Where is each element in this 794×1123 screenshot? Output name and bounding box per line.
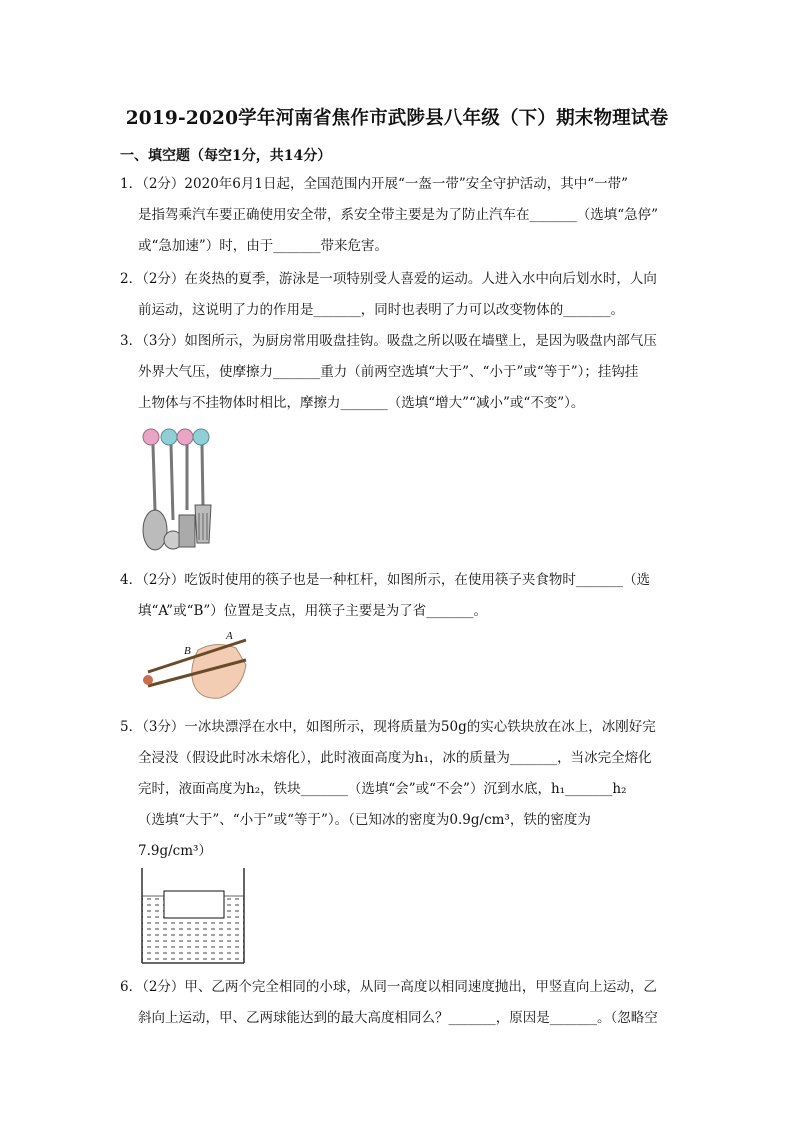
label-a: A (226, 630, 233, 642)
question-1 (120, 169, 680, 262)
question-line: （选填“大于”、“小于”或“等于”）。（已知冰的密度为0.9g/cm³，铁的密度为 (138, 812, 591, 828)
question-line: 5．（3分）一冰块漂浮在水中，如图所示，现将质量为50g的实心铁块放在冰上，冰刚好完 (120, 719, 656, 735)
question-line: 上物体与不挂物体时相比，摩擦力_______（选填“增大”“减小”或“不变”）。 (138, 395, 585, 411)
question-line: 1．（2分）2020年6月1日起，全国范围内开展“一盔一带”安全守护活动，其中“一带” (120, 176, 629, 192)
question-line: 6．（2分）甲、乙两个完全相同的小球，从同一高度以相同速度抛出，甲竖直向上运动，乙 (120, 979, 657, 995)
question-line: 7.9g/cm³） (138, 843, 212, 859)
question-line: 完时，液面高度为h₂，铁块_______（选填“会”或“不会”）沉到水底，h₁_______h₂ (138, 781, 627, 797)
question-line: 3．（3分）如图所示，为厨房常用吸盘挂钩。吸盘之所以吸在墙壁上，是因为吸盘内部气压 (120, 333, 657, 349)
question-line: 或“急加速”）时，由于_______带来危害。 (138, 238, 389, 254)
question-line: 外界大气压，使摩擦力_______重力（前两空选填“大于”、“小于”或“等于”）；挂钩挂 (138, 364, 639, 380)
section-heading: 一、填空题（每空1分，共14分） (120, 148, 332, 164)
question-6 (120, 972, 680, 1034)
question-line: 全浸没（假设此时冰未熔化），此时液面高度为h₁，冰的质量为_______，当冰完全熔化 (138, 750, 652, 766)
question-line: 斜向上运动，甲、乙两球能达到的最大高度相同么？_______，原因是_______。（忽略空 (138, 1010, 658, 1026)
question-2 (120, 264, 680, 326)
question-line: 填“A”或“B”）位置是支点，用筷子主要是为了省_______。 (138, 603, 488, 619)
ice-container-figure (138, 866, 248, 966)
suction-hooks-figure (135, 425, 225, 555)
question-4 (120, 565, 680, 627)
page-title: 2019-2020学年河南省焦作市武陟县八年级（下）期末物理试卷 (125, 108, 669, 129)
question-line: 前运动，这说明了力的作用是_______，同时也表明了力可以改变物体的_______。 (138, 302, 624, 318)
question-line: 4．（2分）吃饭时使用的筷子也是一种杠杆，如图所示，在使用筷子夹食物时_______（选 (120, 572, 651, 588)
label-b: B (184, 645, 191, 657)
question-5 (120, 712, 680, 867)
chopsticks-figure (138, 630, 253, 705)
question-line: 2．（2分）在炎热的夏季，游泳是一项特别受人喜爱的运动。人进入水中向后划水时，人向 (120, 271, 657, 287)
question-3 (120, 326, 680, 419)
question-line: 是指驾乘汽车要正确使用安全带，系安全带主要是为了防止汽车在_______（选填“急停” (138, 207, 659, 223)
